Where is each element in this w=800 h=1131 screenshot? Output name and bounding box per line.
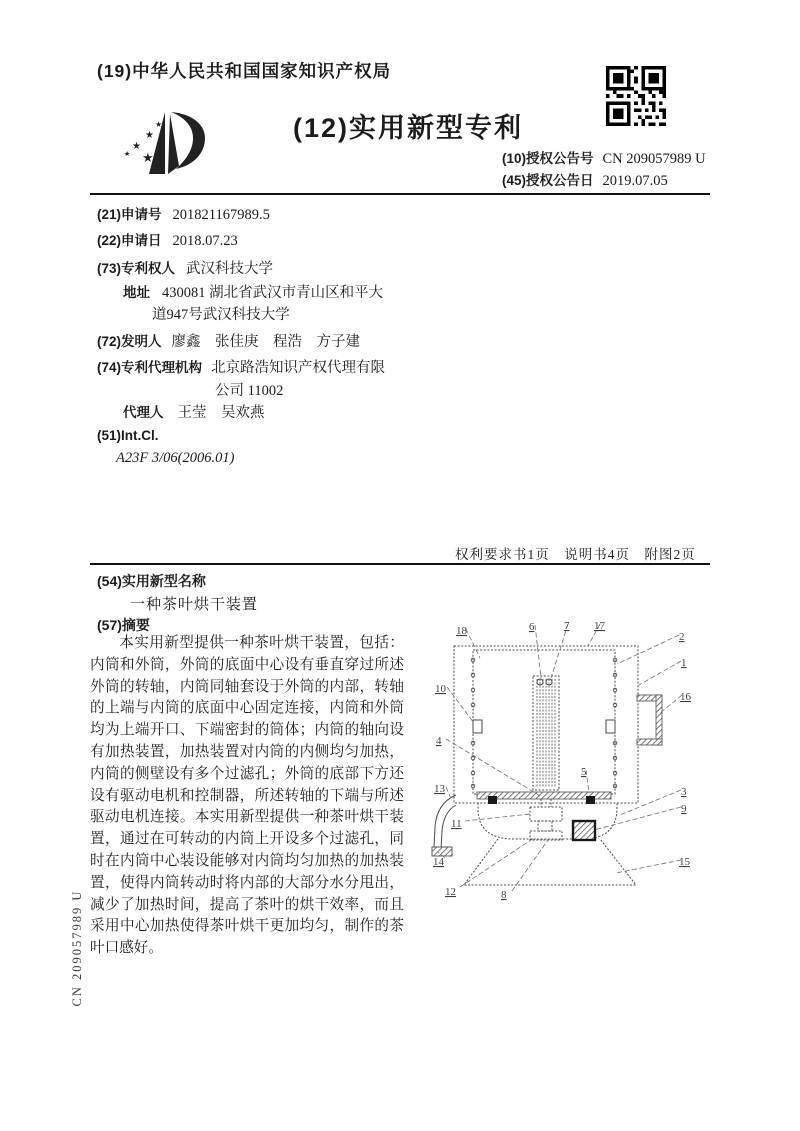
agency-row xyxy=(97,356,385,377)
application-number-row xyxy=(97,203,270,224)
figure-label-7: 7 xyxy=(564,620,570,632)
figure-label-4: 4 xyxy=(436,735,442,747)
figure-label-8: 8 xyxy=(501,889,507,901)
figure-label-18: 18 xyxy=(456,625,467,637)
section-divider xyxy=(90,563,710,565)
qr-code-icon xyxy=(606,66,666,126)
figure-label-3: 3 xyxy=(681,786,687,798)
application-number-value: 201821167989.5 xyxy=(172,207,270,223)
agency-line2: 公司 11002 xyxy=(215,383,284,399)
agent-value: 王莹 吴欢燕 xyxy=(177,405,265,421)
office-name: (19)中华人民共和国国家知识产权局 xyxy=(97,61,392,81)
svg-text:★: ★ xyxy=(124,150,131,158)
patent-figure xyxy=(420,603,722,915)
figure-label-16: 16 xyxy=(680,691,691,703)
invention-title: 一种茶叶烘干装置 xyxy=(130,597,259,613)
intcl-value: A23F 3/06(2006.01) xyxy=(116,450,235,466)
agent-row xyxy=(123,401,265,422)
publication-date-row xyxy=(502,169,668,190)
svg-text:★: ★ xyxy=(145,130,154,141)
figure-label-9: 9 xyxy=(681,803,687,815)
inventors-row xyxy=(97,330,360,351)
figure-label-17: 17 xyxy=(594,620,605,632)
header-divider xyxy=(90,193,710,195)
pages-info: 权利要求书1页 说明书4页 附图2页 xyxy=(455,547,696,562)
svg-text:★: ★ xyxy=(132,141,141,152)
agency-label: (74)专利代理机构 xyxy=(97,360,203,375)
cnipa-logo-icon xyxy=(115,96,211,176)
figure-label-13: 13 xyxy=(434,783,445,795)
intcl-label: (51)Int.Cl. xyxy=(97,428,159,443)
figure-label-12: 12 xyxy=(445,886,456,898)
application-number-label: (21)申请号 xyxy=(97,207,162,222)
publication-date-label: (45)授权公告日 xyxy=(502,173,594,188)
application-date-row xyxy=(97,229,238,250)
application-date-label: (22)申请日 xyxy=(97,233,162,248)
figure-label-1: 1 xyxy=(681,657,687,669)
inventors-label: (72)发明人 xyxy=(97,334,162,349)
publication-number-label: (10)授权公告号 xyxy=(502,151,594,166)
application-date-value: 2018.07.23 xyxy=(172,233,238,249)
figure-label-10: 10 xyxy=(435,683,446,695)
address-line1: 430081 湖北省武汉市青山区和平大 xyxy=(162,285,384,301)
figure-label-15: 15 xyxy=(679,856,690,868)
abstract-label: (57)摘要 xyxy=(97,617,150,633)
agency-line1: 北京路浩知识产权代理有限 xyxy=(211,360,386,376)
figure-label-2: 2 xyxy=(679,631,685,643)
figure-labels xyxy=(433,620,692,901)
figure-label-6: 6 xyxy=(529,621,535,633)
document-type-title: (12)实用新型专利 xyxy=(293,113,524,143)
svg-text:★: ★ xyxy=(155,120,163,129)
title-section-label: (54)实用新型名称 xyxy=(97,573,206,589)
svg-text:★: ★ xyxy=(142,150,154,165)
publication-date-value: 2019.07.05 xyxy=(602,173,668,189)
figure-label-11: 11 xyxy=(451,818,462,830)
patentee-value: 武汉科技大学 xyxy=(186,261,274,277)
publication-number-value: CN 209057989 U xyxy=(602,151,706,167)
figure-drawing xyxy=(432,646,662,885)
address-row xyxy=(123,281,383,302)
abstract-text: 本实用新型提供一种茶叶烘干装置，包括：内筒和外筒，外筒的底面中心设有垂直穿过所述外筒的转轴，内筒同轴套设于外筒的内部，转轴的上端与内筒的底面中心固定连接，内筒和外筒均为上端开口、下端密封的筒体；内筒的轴向设有加热装置，加热装置对内筒的内侧均匀加热，内筒的侧壁设有多个过滤孔；外筒的底部下方还设有驱动电机和控制器，所述转轴的下端与所述驱动电机连接。本实用新型提供一种茶叶烘干装置，通过在可转动的内筒上开设多个过滤孔，同时在内筒中心装设能够对内筒均匀加热的加热装置，使得内筒转动时将内部的大部分水分甩出，减少了加热时间，提高了茶叶的烘干效率，而且采用中心加热使得茶叶烘干更加均匀，制作的茶叶口感好。 xyxy=(90,635,404,957)
address-line2: 道947号武汉科技大学 xyxy=(152,307,290,323)
publication-number-row xyxy=(502,147,706,168)
patentee-row xyxy=(97,257,273,278)
figure-label-5: 5 xyxy=(581,766,587,778)
address-label: 地址 xyxy=(123,285,150,300)
figure-label-14: 14 xyxy=(433,856,444,868)
side-document-code: CN 209057989 U xyxy=(70,889,84,1007)
patentee-label: (73)专利权人 xyxy=(97,261,176,276)
agent-label: 代理人 xyxy=(123,405,164,420)
inventors-value: 廖鑫 张佳庚 程浩 方子建 xyxy=(171,334,361,350)
